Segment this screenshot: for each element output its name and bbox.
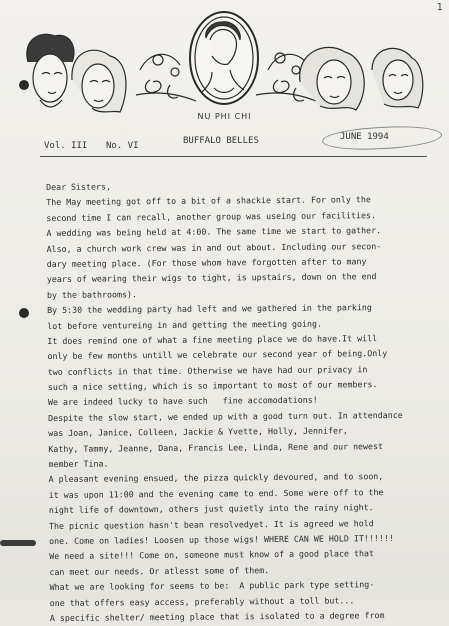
letter-line: Dear Sisters, — [46, 181, 112, 192]
page-corner-mark: 1 — [436, 2, 443, 13]
face-illustration-2 — [72, 50, 126, 112]
letter-line: The May meeting got off to a bit of a shackie start. For only the — [46, 194, 371, 208]
letter-line: A wedding was being held at 4:00. The same time we start to gather. — [46, 225, 382, 239]
letter-line: can meet our needs. Or atlesst some of them. — [49, 564, 270, 577]
face-illustration-4 — [372, 48, 423, 108]
organization-name: NU PHI CHI — [197, 112, 252, 121]
letter-line: only be few months untill we celebrate our second year of being.Only — [47, 348, 388, 362]
letter-line: one. Come on ladies! Loosen up those wigs! WHERE CAN WE HOLD IT!!!!!! — [49, 532, 394, 546]
letter-line: What we are looking for seems to be: A public park type setting- — [49, 579, 375, 593]
masthead-illustration — [0, 0, 449, 130]
letter-line: Also, a church work crew was in and out about. Including our secon- — [46, 240, 382, 254]
cameo-portrait — [190, 12, 258, 104]
letter-line: by the bathrooms). — [46, 288, 137, 300]
letter-line: The picnic question hasn't bean resolvedyet. It is agreed we hold — [48, 517, 374, 531]
letter-line: was Joan, Janice, Colleen, Jackie & Yvette, Holly, Jennifer, — [48, 425, 348, 439]
letter-body — [46, 177, 430, 626]
letter-line: It does remind one of what a fine meeting place we do have.It will — [47, 333, 378, 346]
binder-hole-top — [19, 80, 29, 90]
letter-line: lot before ventureing in and getting the meeting going. — [47, 318, 323, 331]
face-illustration-3 — [300, 47, 365, 110]
letter-line: By 5:30 the wedding party had left and we gathered in the parking — [47, 302, 372, 316]
letter-line: night life of downtown, others just quietly into the rainy night. — [48, 502, 374, 516]
letter-line: We are indeed lucky to have such fine accomodations! — [47, 395, 318, 408]
newsletter-name: BUFFALO BELLES — [183, 136, 259, 146]
face-illustration-1 — [27, 34, 74, 107]
ornament-left — [136, 54, 196, 101]
issue-date: JUNE 1994 — [340, 132, 389, 142]
volume-label: Vol. III — [44, 141, 88, 151]
letter-line: We need a site!!! Come on, someone must know of a good place that — [49, 548, 375, 562]
letter-line: one that offers easy access, preferably without a toll but... — [49, 594, 355, 608]
letter-line: Kathy, Tammy, Jeanne, Dana, Francis Lee, Linda, Rene and our newest — [48, 440, 384, 454]
letter-line: two conflicts in that time. Otherwise we have had our privacy in — [47, 363, 368, 377]
binder-hole-middle — [19, 308, 29, 318]
issue-number: No. VI — [106, 141, 139, 151]
letter-line: A specific shelter/ meeting place that is isolated to a degree from — [49, 610, 385, 623]
letter-line: A pleasant evening ensued, the pizza quickly devoured, and to soon, — [48, 471, 384, 485]
binder-clip — [0, 540, 36, 546]
issue-header — [40, 130, 427, 157]
letter-line: such a nice setting, which is so important to most of our members. — [47, 379, 378, 393]
letter-line: Despite the slow start, we ended up with a good turn out. In attendance — [48, 409, 403, 423]
letter-line: dary meeting place. (For those whom have forgotten after to many — [46, 256, 367, 269]
letter-line: it was upon 11:00 and the evening came to end. Some were off to the — [48, 486, 384, 500]
letter-line: years of wearing their wigs to tight, is upstairs, down on the end — [46, 271, 377, 285]
masthead-drawing — [0, 0, 449, 130]
letter-line: second time I can recall, another group was useing our facilities. — [46, 209, 377, 223]
letter-line: member Tina. — [48, 458, 109, 470]
